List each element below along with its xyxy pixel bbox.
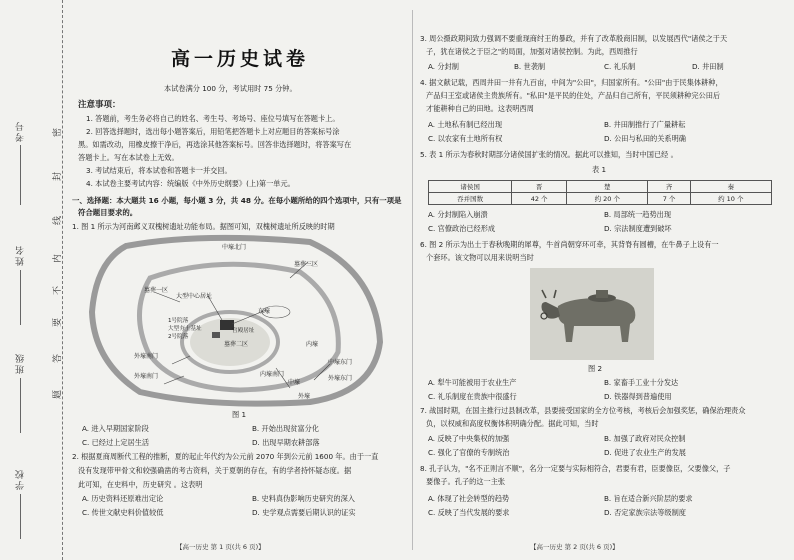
q6-option-a[interactable]: A. 犁牛可能被用于农业生产 [428, 378, 517, 387]
section-heading-cont: 符合题目要求的。 [78, 208, 138, 217]
table-header-cell: 诸侯国 [429, 181, 512, 193]
seal-char: 密 [53, 127, 64, 138]
exam-number-label: 考号 [16, 120, 26, 142]
exam-number-line [20, 145, 21, 205]
class-label: 班级 [16, 352, 26, 374]
school-line [20, 494, 21, 539]
table-cell: 7 个 [648, 193, 690, 205]
map-label-outer-east-gate: 外壕东门 [328, 375, 353, 382]
q7-option-d[interactable]: D. 促进了农业生产的发展 [604, 448, 686, 457]
figure-1-caption: 图 1 [232, 410, 247, 419]
map-label-cemetery-3: 墓葬三区 [294, 261, 319, 268]
seal-char: 封 [53, 171, 64, 182]
name-line [20, 270, 21, 325]
q5-option-d[interactable]: D. 宗法制度遭到破坏 [604, 224, 672, 233]
q3-option-d[interactable]: D. 井田制 [692, 62, 724, 71]
map-label-inner-south-gate: 内壕南门 [260, 371, 285, 378]
table-1-title: 表 1 [592, 165, 607, 174]
table-cell: 约 10 个 [690, 193, 771, 205]
table-cell: 吞并国数 [429, 193, 512, 205]
binding-margin [0, 0, 63, 560]
q6-option-b[interactable]: B. 家畜手工业十分发达 [604, 378, 679, 387]
table-cell: 约 20 个 [567, 193, 648, 205]
question-4-line: 产品归王室或诸侯主贵族所有。"私田"是平民的住处，产品归自己所有，平民须耕种完公田后 [426, 91, 721, 100]
question-2-line: 2. 根据夏商周断代工程的推断，夏的起止年代约为公元前 2070 年到公元前 1600 年。由于一直 [72, 452, 379, 461]
map-label-cemetery-2: 墓葬二区 [224, 341, 249, 348]
name-label: 姓名 [16, 244, 26, 266]
notice-line: 3. 考试结束后，将本试卷和答题卡一并交回。 [86, 166, 232, 175]
q5-option-c[interactable]: C. 官僚政治已经形成 [428, 224, 496, 233]
q3-option-c[interactable]: C. 礼乐制 [604, 62, 636, 71]
question-3-line: 子，犹在诸侯之于臣之"的局面，加强对诸侯控制。为此，西周推行 [426, 47, 638, 56]
seal-char: 要 [53, 317, 64, 328]
q4-option-d[interactable]: D. 公田与私田的关系明确 [604, 134, 686, 143]
map-label-court-1: 1号院落 [168, 318, 189, 324]
seal-char: 题 [53, 389, 64, 400]
q4-option-c[interactable]: C. 以农家有土地所有权 [428, 134, 503, 143]
question-1: 1. 图 1 所示为河南邺义双槐树遗址功能布局。据图可知，双槐树遗址所反映的时期 [72, 222, 335, 231]
question-8-line: 要像子。孔子的这一主张 [426, 477, 506, 486]
map-label-outer-moat: 外壕 [298, 393, 311, 400]
q7-option-b[interactable]: B. 加强了政府对民众控制 [604, 434, 686, 443]
q1-option-a[interactable]: A. 进入早期国家阶段 [82, 424, 149, 433]
q7-option-c[interactable]: C. 强化了官僚的专制统治 [428, 448, 510, 457]
q2-option-d[interactable]: D. 史学观点需要后期认识的证实 [252, 508, 356, 517]
seal-char: 内 [53, 253, 64, 264]
q1-option-d[interactable]: D. 出现早期农耕部落 [252, 438, 320, 447]
map-label-palace: 大型中心居址 [176, 293, 213, 300]
map-label-court-2: 2号院落 [168, 334, 189, 340]
q8-option-c[interactable]: C. 反映了当代发展的要求 [428, 508, 510, 517]
page-2 [420, 0, 782, 560]
notice-line: 1. 答题前，考生务必将自己的姓名、考生号、考场号、座位号填写在答题卡上。 [86, 114, 340, 123]
map-label-outer-south-gate-2: 外壕南门 [134, 373, 159, 380]
table-row [429, 193, 772, 205]
q5-option-a[interactable]: A. 分封制陷入崩溃 [428, 210, 488, 219]
map-label-north-gate: 中壕北门 [222, 244, 247, 251]
question-6-line: 6. 图 2 所示为出土于春秋晚期的犀尊，牛首尚朝穿环可牵，其背脊有圆槽，在牛鼻子上设有一 [420, 240, 719, 249]
question-7-line: 7. 战国时期，在国主推行过县制改革，县要接受国家的全方位考核，考核后会加强奖惩，确保治理责众 [420, 406, 746, 415]
question-6-line: 个套环。该文物可以用来说明当时 [426, 253, 534, 262]
q4-option-a[interactable]: A. 土地私有制已经出现 [428, 120, 503, 129]
table-header-cell: 楚 [567, 181, 648, 193]
table-header-cell: 齐 [648, 181, 690, 193]
q2-option-a[interactable]: A. 历史资料还原难出定论 [82, 494, 164, 503]
page-1-footer: 【高一历史 第 1 页(共 6 页)】 [176, 543, 265, 551]
q3-option-a[interactable]: A. 分封制 [428, 62, 459, 71]
map-label-tomb-court: 大型夯土基址 [168, 326, 202, 332]
q1-option-c[interactable]: C. 已经过上定居生活 [82, 438, 150, 447]
q4-option-b[interactable]: B. 井田制推行了广量耕耘 [604, 120, 686, 129]
question-4-line: 才能耕种自己的田地。这表明西周 [426, 104, 534, 113]
bronze-vessel-photo [530, 268, 654, 360]
table-header-cell: 秦 [690, 181, 771, 193]
figure-2-caption: 图 2 [588, 364, 603, 373]
map-label-cemetery-1: 墓葬一区 [144, 287, 169, 294]
q8-option-b[interactable]: B. 旨在适合新兴阶层的要求 [604, 494, 693, 503]
seal-char: 不 [53, 285, 64, 296]
court-block [212, 332, 220, 338]
question-5: 5. 表 1 所示为春秋时期部分诸侯国扩张的情况。据此可以推知，当时中国已经 。 [420, 150, 678, 159]
notice-line: 4. 本试卷主要考试内容：统编版《中外历史纲要》(上)第一单元。 [86, 179, 295, 188]
question-2-line: 此可知，在史料中，历史研究 。这表明 [78, 480, 203, 489]
map-label-inner-moat: 内壕 [306, 341, 319, 348]
seal-char: 线 [53, 215, 64, 226]
column-divider [412, 10, 413, 550]
q8-option-a[interactable]: A. 体现了社会转型的趋势 [428, 494, 510, 503]
notice-line: 2. 回答选择题时，选出每小题答案后，用铅笔把答题卡上对应题目的答案标号涂 [86, 127, 340, 136]
q8-option-d[interactable]: D. 否定家族宗法等级制度 [604, 508, 686, 517]
map-label-outer-south-gate: 外壕南门 [134, 353, 159, 360]
exam-title: 高一历史试卷 [170, 48, 309, 70]
table-header-cell: 晋 [512, 181, 567, 193]
question-3-line: 3. 周公摄政期间致力强调不要重现商纣王的暴政，并有了改革殷商旧制，以发展西代"诸侯之于天 [420, 34, 728, 43]
question-2-line: 没有发现带甲骨文和较强确凿的考古资料，关于夏朝的存在，有的学者持怀疑态度。据 [78, 466, 352, 475]
annexation-table [428, 180, 772, 205]
page-2-footer: 【高一历史 第 2 页(共 6 页)】 [530, 543, 619, 551]
q1-option-b[interactable]: B. 开始出现贫富分化 [252, 424, 320, 433]
section-heading: 一、选择题：本大题共 16 小题，每小题 3 分，共 48 分。在每小题所给的四个选项中，只有一项是 [72, 196, 402, 205]
class-line [20, 378, 21, 433]
question-4-line: 4. 据文献记载，西周井田一井有九百亩，中间为"公田"，归国家所有。"公田"由于民集体耕种， [420, 78, 723, 87]
q7-option-a[interactable]: A. 反映了中央集权的加强 [428, 434, 510, 443]
question-7-line: 负，以权威和高度权衡体积明确分配。据此可知，当时 [426, 419, 599, 428]
seal-char: 答 [53, 353, 64, 364]
q2-option-b[interactable]: B. 史料真伪影响历史研究的深入 [252, 494, 355, 503]
q3-option-b[interactable]: B. 世袭制 [514, 62, 546, 71]
notice-line: 答题卡上。写在本试卷上无效。 [78, 153, 179, 162]
q5-option-b[interactable]: B. 局部统一趋势出现 [604, 210, 672, 219]
map-label-hall: 宫殿居址 [232, 328, 255, 334]
q2-option-c[interactable]: C. 传世文献史料价值较低 [82, 508, 164, 517]
table-cell: 42 个 [512, 193, 567, 205]
q6-option-c[interactable]: C. 礼乐制度在贵族中很盛行 [428, 392, 517, 401]
map-label-middle-east-gate: 中壕东门 [328, 359, 353, 366]
map-label-east-moat: 东壕 [258, 308, 271, 315]
map-label-middle-moat: 中壕 [288, 379, 301, 386]
notice-heading: 注意事项： [78, 100, 121, 110]
school-label: 学校 [16, 468, 26, 490]
notice-line: 黑。如需改动，用橡皮擦干净后，再选涂其他答案标号。回答非选择题时，将答案写在 [78, 140, 352, 149]
table-header-row [429, 181, 772, 193]
question-8-line: 8. 孔子认为，"名不正则言不顺"，名分一定要与实际相符合，君要有君，臣要像臣，父要像父，子 [420, 464, 731, 473]
q6-option-d[interactable]: D. 铁器得到普遍使用 [604, 392, 672, 401]
exam-info: 本试卷满分 100 分，考试用时 75 分钟。 [164, 84, 297, 93]
page-1 [72, 0, 408, 560]
